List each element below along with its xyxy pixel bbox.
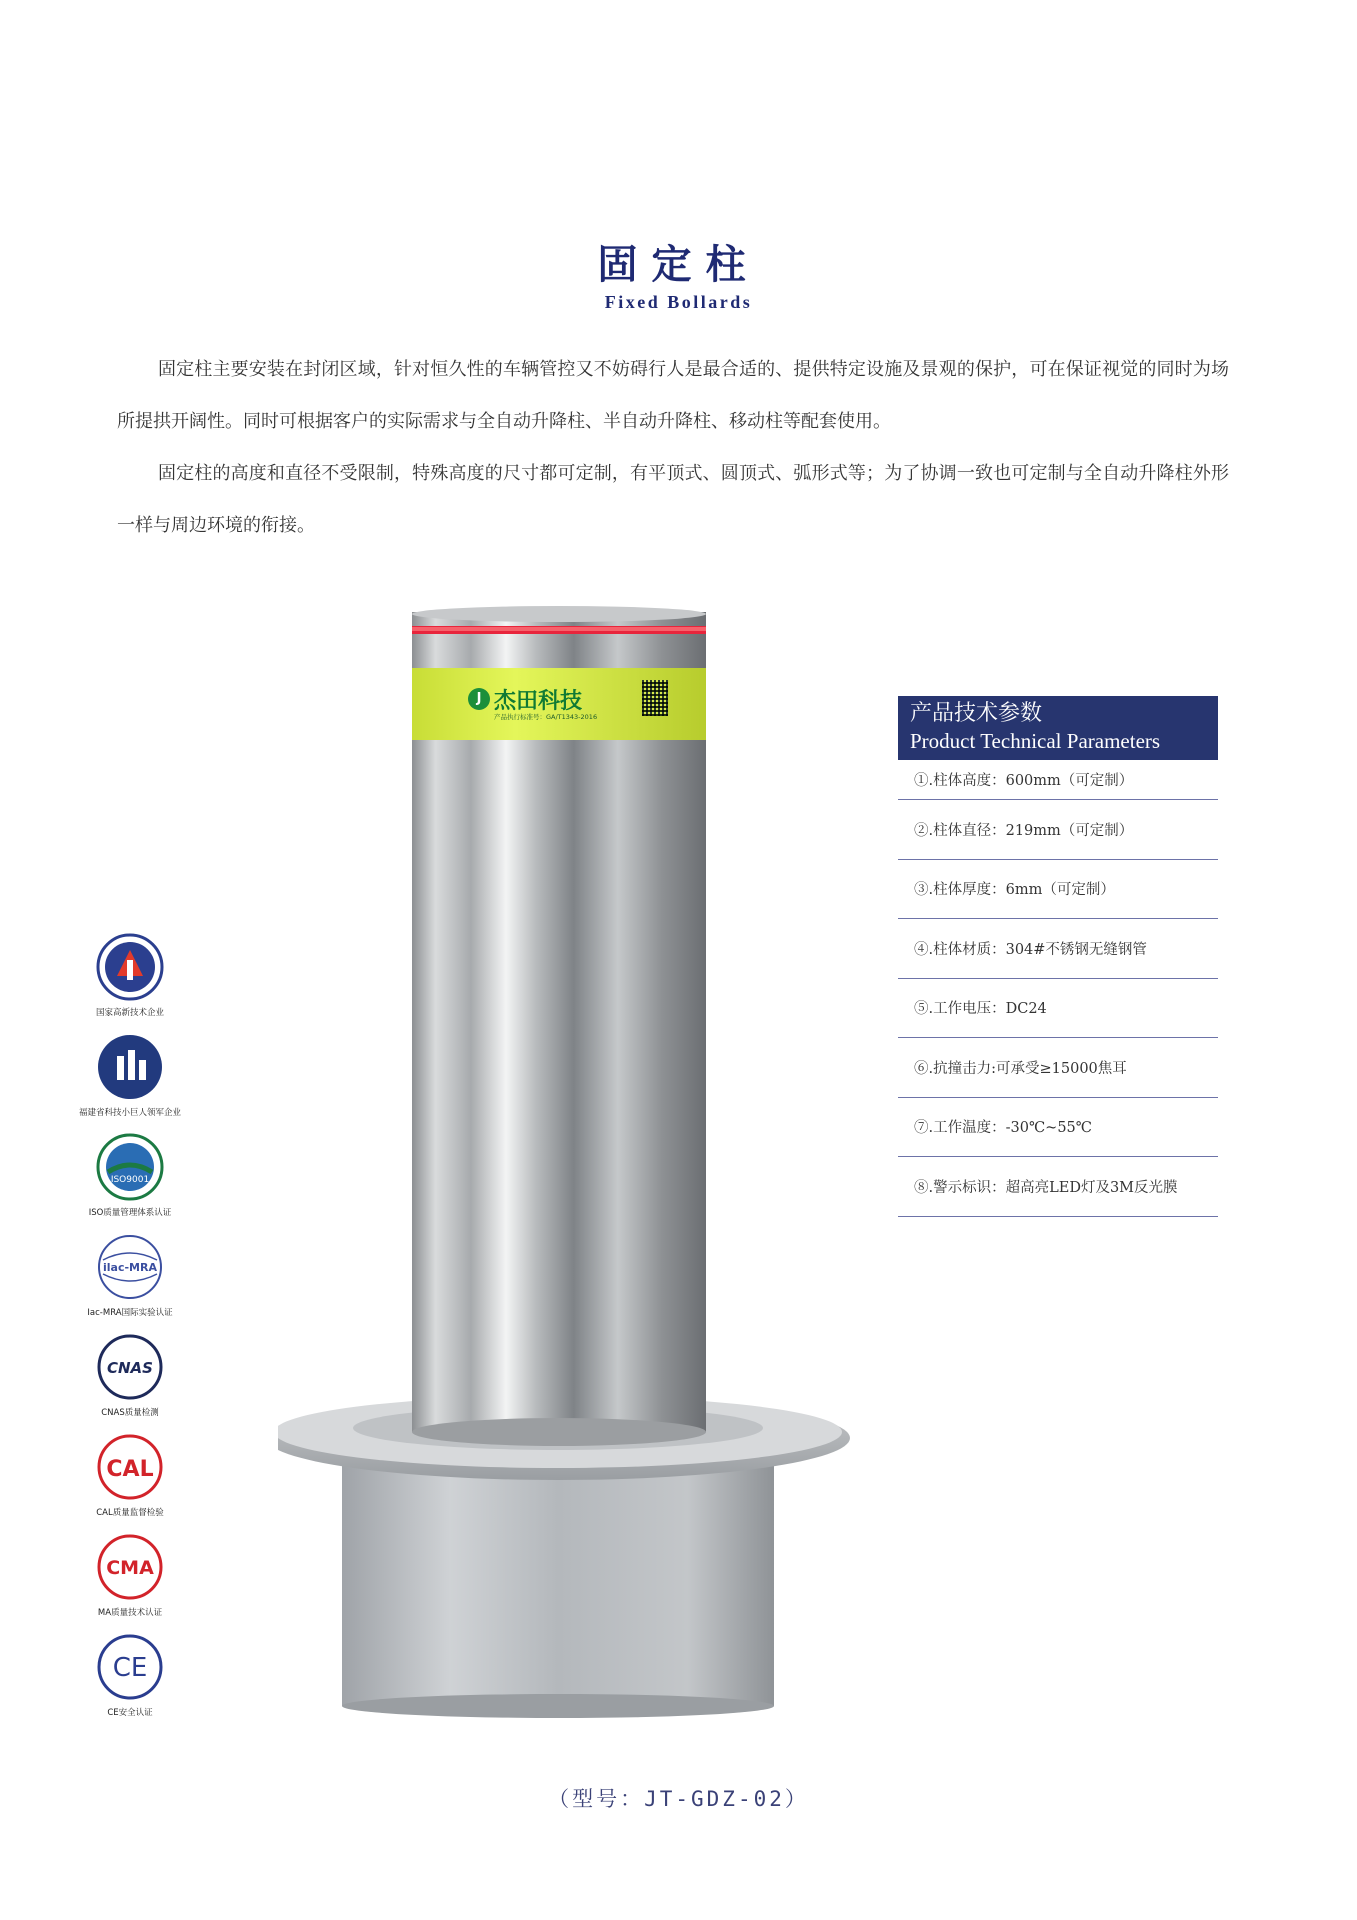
spec-title-cn: 产品技术参数 <box>910 701 1043 726</box>
cma-icon <box>95 1532 165 1602</box>
spec-item: ⑦.工作温度：-30℃~55℃ <box>898 1098 1218 1158</box>
cert-caption: ISO质量管理体系认证 <box>88 1208 172 1218</box>
page-title-en: Fixed Bollards <box>604 292 753 312</box>
cert-caption: CE安全认证 <box>107 1708 153 1718</box>
ce-icon <box>95 1632 165 1702</box>
intro-text <box>117 344 1229 552</box>
brand-name: 杰田科技 <box>494 689 583 714</box>
brand-logo-icon: J <box>468 688 490 710</box>
iso9001-icon <box>95 1132 165 1202</box>
spec-list <box>898 760 1218 1217</box>
cert-item <box>64 1532 196 1618</box>
brand-label <box>468 682 638 722</box>
cert-item <box>64 932 196 1018</box>
cert-caption: MA质量技术认证 <box>97 1608 163 1618</box>
intro-paragraph-1: 固定柱主要安装在封闭区域，针对恒久性的车辆管控又不妨碍行人是最合适的、提供特定设施及景观的保护，可在保证视觉的同时为场所提拱开阔性。同时可根据客户的实际需求与全自动升降柱、半自动升降柱、移动柱等配套使用。 <box>117 359 1229 432</box>
cert-caption: 国家高新技术企业 <box>95 1008 164 1018</box>
cert-item <box>64 1632 196 1718</box>
standard-number: 产品执行标准号：GA/T1343-2016 <box>494 713 598 721</box>
spec-header <box>898 696 1218 760</box>
cma-logo-text: CMA <box>106 1557 154 1579</box>
cert-caption: 福建省科技小巨人领军企业 <box>78 1108 181 1118</box>
cert-caption: CAL质量监督检验 <box>96 1508 164 1518</box>
qr-code <box>642 680 668 716</box>
iso-logo-text: ISO9001 <box>110 1175 150 1185</box>
cal-icon <box>95 1432 165 1502</box>
bollard-image <box>278 606 870 1722</box>
spec-item: ③.柱体厚度：6mm（可定制） <box>898 860 1218 920</box>
ilac-logo-text: ilac-MRA <box>103 1261 157 1274</box>
spec-item: ②.柱体直径：219mm（可定制） <box>898 800 1218 860</box>
spec-item: ④.柱体材质：304#不锈钢无缝钢管 <box>898 919 1218 979</box>
cert-item <box>64 1332 196 1418</box>
spec-item: ⑥.抗撞击力:可承受≥15000焦耳 <box>898 1038 1218 1098</box>
cert-item <box>64 1432 196 1518</box>
ilac-mra-icon <box>95 1232 165 1302</box>
cert-caption: CNAS质量检测 <box>101 1408 159 1418</box>
high-tech-enterprise-icon <box>95 932 165 1002</box>
cnas-icon <box>95 1332 165 1402</box>
page-title-cn: 固定柱 <box>597 241 760 288</box>
intro-paragraph-2: 固定柱的高度和直径不受限制，特殊高度的尺寸都可定制，有平顶式、圆顶式、弧形式等；为了协调一致也可定制与全自动升降柱外形一样与周边环境的衔接。 <box>117 463 1229 536</box>
cert-item <box>64 1032 196 1118</box>
spec-title-en: Product Technical Parameters <box>910 729 1161 753</box>
spec-item: ①.柱体高度：600mm（可定制） <box>898 760 1218 800</box>
spec-item: ⑤.工作电压：DC24 <box>898 979 1218 1039</box>
cert-item <box>64 1232 196 1318</box>
sci-tech-giant-icon <box>95 1032 165 1102</box>
cal-logo-text: CAL <box>106 1457 154 1482</box>
cert-caption: Iac-MRA国际实验认证 <box>87 1308 173 1318</box>
cnas-logo-text: CNAS <box>107 1359 153 1377</box>
cert-item <box>64 1132 196 1218</box>
spec-panel <box>898 696 1218 1217</box>
model-number: （型号：JT-GDZ-02） <box>548 1787 809 1811</box>
spec-item: ⑧.警示标识：超高亮LED灯及3M反光膜 <box>898 1157 1218 1217</box>
ce-logo-text: CE <box>112 1653 148 1683</box>
